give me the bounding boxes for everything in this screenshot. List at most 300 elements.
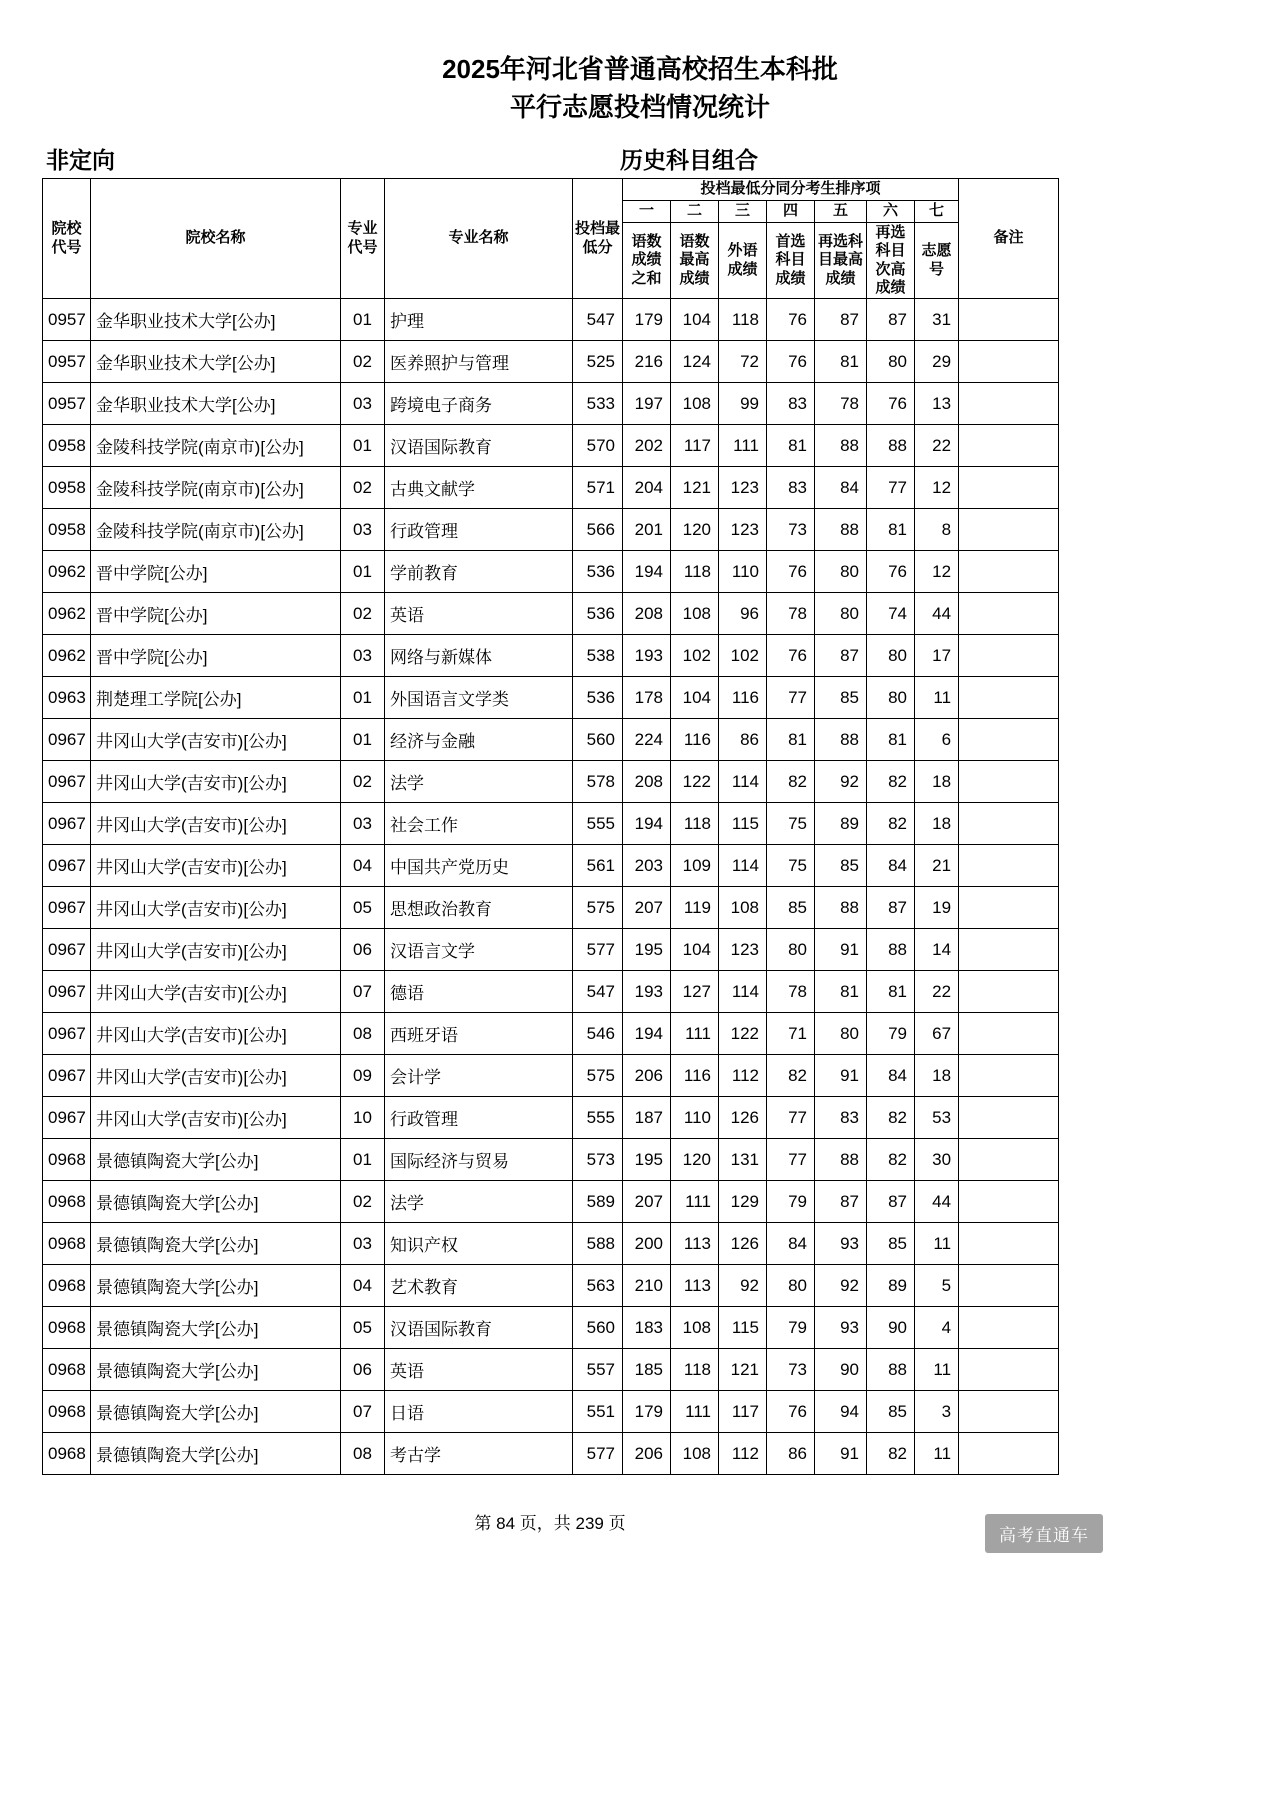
cell-remark [959,1265,1059,1307]
cell-remark [959,1433,1059,1475]
cell-remark [959,1055,1059,1097]
cell-rank-7: 44 [915,1181,959,1223]
header-rank-num-7: 七 [915,201,959,223]
cell-remark [959,929,1059,971]
table-row [43,1391,1059,1433]
cell-rank-4: 80 [767,1265,815,1307]
cell-college-name: 井冈山大学(吉安市)[公办] [91,929,341,971]
cell-rank-4: 83 [767,467,815,509]
cell-rank-6: 80 [867,635,915,677]
cell-remark [959,509,1059,551]
cell-min-score: 536 [573,677,623,719]
cell-college-name: 景德镇陶瓷大学[公办] [91,1391,341,1433]
cell-rank-1: 195 [623,1139,671,1181]
cell-college-code: 0968 [43,1307,91,1349]
cell-rank-6: 80 [867,677,915,719]
cell-college-code: 0967 [43,1097,91,1139]
cell-major-code: 02 [341,467,385,509]
cell-min-score: 555 [573,803,623,845]
cell-rank-1: 195 [623,929,671,971]
cell-rank-5: 88 [815,425,867,467]
cell-rank-3: 111 [719,425,767,467]
cell-major-code: 03 [341,509,385,551]
cell-rank-7: 3 [915,1391,959,1433]
cell-college-name: 井冈山大学(吉安市)[公办] [91,1013,341,1055]
cell-rank-3: 117 [719,1391,767,1433]
table-row [43,1349,1059,1391]
cell-college-code: 0968 [43,1349,91,1391]
cell-min-score: 557 [573,1349,623,1391]
cell-rank-2: 116 [671,1055,719,1097]
cell-college-code: 0967 [43,887,91,929]
page-number: 第 84 页，共 239 页 [474,1514,626,1534]
cell-min-score: 588 [573,1223,623,1265]
cell-major-code: 04 [341,1265,385,1307]
cell-remark [959,1139,1059,1181]
cell-rank-2: 104 [671,299,719,341]
header-rank-label-5: 再选科目最高成绩 [815,223,867,299]
cell-rank-7: 14 [915,929,959,971]
page-title-line1: 2025年河北省普通高校招生本科批 [442,54,838,84]
cell-rank-5: 91 [815,1433,867,1475]
cell-rank-5: 78 [815,383,867,425]
header-major-name: 专业名称 [385,179,573,299]
cell-rank-6: 74 [867,593,915,635]
cell-college-code: 0957 [43,383,91,425]
cell-rank-7: 29 [915,341,959,383]
cell-college-code: 0967 [43,929,91,971]
cell-rank-6: 88 [867,1349,915,1391]
cell-rank-6: 82 [867,1433,915,1475]
cell-rank-5: 88 [815,887,867,929]
cell-min-score: 571 [573,467,623,509]
cell-rank-6: 85 [867,1391,915,1433]
header-rank-label-7: 志愿号 [915,223,959,299]
cell-rank-1: 207 [623,887,671,929]
cell-rank-3: 118 [719,299,767,341]
cell-rank-3: 72 [719,341,767,383]
cell-rank-6: 85 [867,1223,915,1265]
cell-rank-3: 99 [719,383,767,425]
cell-major-name: 法学 [385,761,573,803]
cell-rank-3: 112 [719,1055,767,1097]
cell-min-score: 573 [573,1139,623,1181]
cell-rank-1: 179 [623,1391,671,1433]
cell-min-score: 577 [573,929,623,971]
cell-rank-4: 85 [767,887,815,929]
cell-rank-4: 75 [767,803,815,845]
cell-remark [959,635,1059,677]
cell-major-name: 考古学 [385,1433,573,1475]
cell-rank-2: 120 [671,1139,719,1181]
cell-remark [959,1097,1059,1139]
cell-rank-1: 210 [623,1265,671,1307]
cell-remark [959,341,1059,383]
cell-major-code: 02 [341,761,385,803]
cell-rank-1: 194 [623,803,671,845]
cell-min-score: 551 [573,1391,623,1433]
cell-rank-5: 87 [815,299,867,341]
cell-rank-7: 18 [915,1055,959,1097]
header-rank-label-3: 外语成绩 [719,223,767,299]
cell-major-name: 日语 [385,1391,573,1433]
cell-rank-6: 84 [867,1055,915,1097]
cell-college-code: 0968 [43,1223,91,1265]
cell-rank-6: 76 [867,551,915,593]
cell-rank-5: 89 [815,803,867,845]
header-college-code: 院校代号 [43,179,91,299]
cell-major-name: 行政管理 [385,1097,573,1139]
cell-rank-3: 123 [719,929,767,971]
cell-rank-7: 67 [915,1013,959,1055]
cell-rank-1: 200 [623,1223,671,1265]
table-row [43,845,1059,887]
cell-rank-3: 114 [719,971,767,1013]
cell-rank-6: 80 [867,341,915,383]
cell-rank-1: 193 [623,971,671,1013]
cell-rank-1: 208 [623,593,671,635]
cell-rank-5: 85 [815,845,867,887]
cell-rank-7: 18 [915,761,959,803]
cell-min-score: 533 [573,383,623,425]
cell-rank-4: 82 [767,1055,815,1097]
results-table [42,178,1059,1475]
cell-rank-6: 82 [867,761,915,803]
cell-remark [959,887,1059,929]
table-body [43,299,1059,1475]
cell-rank-2: 124 [671,341,719,383]
cell-remark [959,719,1059,761]
cell-college-name: 金华职业技术大学[公办] [91,383,341,425]
cell-rank-2: 109 [671,845,719,887]
cell-rank-2: 113 [671,1265,719,1307]
cell-rank-2: 108 [671,383,719,425]
cell-college-code: 0967 [43,971,91,1013]
cell-rank-5: 92 [815,1265,867,1307]
header-rank-label-4: 首选科目成绩 [767,223,815,299]
cell-min-score: 546 [573,1013,623,1055]
cell-rank-5: 88 [815,1139,867,1181]
table-row [43,383,1059,425]
cell-rank-6: 81 [867,971,915,1013]
cell-college-name: 晋中学院[公办] [91,635,341,677]
cell-major-code: 01 [341,677,385,719]
table-row [43,761,1059,803]
header-rank-num-1: 一 [623,201,671,223]
cell-rank-6: 76 [867,383,915,425]
cell-major-name: 跨境电子商务 [385,383,573,425]
header-rank-label-6: 再选科目次高成绩 [867,223,915,299]
cell-rank-5: 92 [815,761,867,803]
cell-remark [959,845,1059,887]
cell-min-score: 578 [573,761,623,803]
cell-remark [959,593,1059,635]
cell-rank-3: 110 [719,551,767,593]
cell-rank-2: 118 [671,551,719,593]
cell-rank-4: 75 [767,845,815,887]
cell-rank-1: 193 [623,635,671,677]
cell-rank-3: 115 [719,1307,767,1349]
cell-remark [959,425,1059,467]
cell-college-name: 井冈山大学(吉安市)[公办] [91,887,341,929]
cell-rank-6: 87 [867,887,915,929]
cell-major-name: 英语 [385,593,573,635]
cell-rank-7: 6 [915,719,959,761]
cell-rank-6: 87 [867,299,915,341]
cell-remark [959,1349,1059,1391]
cell-rank-7: 22 [915,971,959,1013]
cell-major-code: 08 [341,1013,385,1055]
cell-major-code: 03 [341,803,385,845]
header-rank-num-3: 三 [719,201,767,223]
cell-rank-6: 89 [867,1265,915,1307]
cell-major-code: 02 [341,1181,385,1223]
cell-major-name: 中国共产党历史 [385,845,573,887]
cell-major-code: 01 [341,719,385,761]
table-row [43,719,1059,761]
cell-rank-1: 204 [623,467,671,509]
cell-college-code: 0958 [43,467,91,509]
cell-remark [959,551,1059,593]
table-row [43,1265,1059,1307]
cell-rank-6: 79 [867,1013,915,1055]
table-row [43,803,1059,845]
cell-college-name: 金华职业技术大学[公办] [91,299,341,341]
cell-rank-5: 93 [815,1307,867,1349]
header-major-code: 专业代号 [341,179,385,299]
cell-rank-2: 127 [671,971,719,1013]
watermark-badge: 高考直通车 [985,1514,1103,1553]
cell-rank-7: 4 [915,1307,959,1349]
cell-remark [959,803,1059,845]
cell-college-name: 景德镇陶瓷大学[公办] [91,1349,341,1391]
cell-min-score: 570 [573,425,623,467]
cell-college-name: 景德镇陶瓷大学[公办] [91,1223,341,1265]
cell-major-name: 护理 [385,299,573,341]
cell-major-code: 09 [341,1055,385,1097]
cell-major-code: 06 [341,1349,385,1391]
cell-college-name: 晋中学院[公办] [91,593,341,635]
cell-college-name: 金陵科技学院(南京市)[公办] [91,509,341,551]
cell-min-score: 560 [573,719,623,761]
cell-major-name: 社会工作 [385,803,573,845]
cell-rank-4: 79 [767,1181,815,1223]
cell-major-name: 汉语国际教育 [385,1307,573,1349]
cell-college-code: 0967 [43,719,91,761]
cell-rank-7: 11 [915,1223,959,1265]
header-rank-num-2: 二 [671,201,719,223]
section-labels [46,140,1234,174]
cell-major-code: 02 [341,593,385,635]
cell-rank-4: 73 [767,509,815,551]
table-row [43,1013,1059,1055]
cell-rank-4: 76 [767,299,815,341]
header-rank-num-6: 六 [867,201,915,223]
table-row [43,929,1059,971]
cell-rank-3: 115 [719,803,767,845]
cell-rank-6: 82 [867,1139,915,1181]
cell-rank-1: 207 [623,1181,671,1223]
cell-rank-4: 83 [767,383,815,425]
cell-college-code: 0958 [43,509,91,551]
cell-major-name: 外国语言文学类 [385,677,573,719]
cell-major-code: 01 [341,299,385,341]
cell-major-code: 03 [341,635,385,677]
table-row [43,593,1059,635]
cell-college-code: 0968 [43,1181,91,1223]
cell-rank-4: 77 [767,1139,815,1181]
cell-remark [959,299,1059,341]
cell-rank-6: 88 [867,929,915,971]
cell-college-code: 0968 [43,1433,91,1475]
cell-rank-1: 208 [623,761,671,803]
cell-major-code: 01 [341,1139,385,1181]
cell-rank-4: 78 [767,593,815,635]
cell-rank-6: 82 [867,803,915,845]
header-rank-label-1: 语数成绩之和 [623,223,671,299]
cell-college-code: 0967 [43,761,91,803]
cell-rank-6: 90 [867,1307,915,1349]
cell-college-code: 0962 [43,635,91,677]
cell-remark [959,1307,1059,1349]
cell-rank-6: 81 [867,719,915,761]
cell-major-name: 行政管理 [385,509,573,551]
header-rank-label-2: 语数最高成绩 [671,223,719,299]
cell-rank-2: 121 [671,467,719,509]
cell-rank-4: 71 [767,1013,815,1055]
cell-min-score: 563 [573,1265,623,1307]
cell-rank-1: 178 [623,677,671,719]
cell-rank-3: 96 [719,593,767,635]
header-row-group [43,179,1059,201]
cell-rank-3: 114 [719,845,767,887]
cell-rank-4: 86 [767,1433,815,1475]
cell-college-name: 景德镇陶瓷大学[公办] [91,1181,341,1223]
cell-rank-4: 81 [767,425,815,467]
cell-rank-5: 80 [815,1013,867,1055]
cell-rank-3: 92 [719,1265,767,1307]
cell-rank-7: 21 [915,845,959,887]
cell-min-score: 525 [573,341,623,383]
cell-rank-6: 77 [867,467,915,509]
cell-college-name: 景德镇陶瓷大学[公办] [91,1139,341,1181]
table-row [43,635,1059,677]
cell-major-name: 古典文献学 [385,467,573,509]
cell-major-code: 05 [341,1307,385,1349]
cell-rank-4: 76 [767,1391,815,1433]
label-non-directional: 非定向 [46,147,115,173]
cell-college-code: 0968 [43,1265,91,1307]
cell-college-name: 井冈山大学(吉安市)[公办] [91,1055,341,1097]
page-title [0,0,1280,126]
cell-rank-4: 79 [767,1307,815,1349]
cell-college-name: 荆楚理工学院[公办] [91,677,341,719]
cell-college-code: 0967 [43,845,91,887]
cell-rank-1: 185 [623,1349,671,1391]
header-rank-group: 投档最低分同分考生排序项 [623,179,959,201]
cell-rank-5: 88 [815,509,867,551]
cell-min-score: 547 [573,299,623,341]
cell-rank-3: 114 [719,761,767,803]
cell-rank-1: 202 [623,425,671,467]
table-row [43,1055,1059,1097]
cell-rank-4: 76 [767,551,815,593]
cell-college-code: 0963 [43,677,91,719]
cell-major-name: 经济与金融 [385,719,573,761]
cell-rank-2: 120 [671,509,719,551]
cell-college-name: 井冈山大学(吉安市)[公办] [91,971,341,1013]
cell-rank-7: 53 [915,1097,959,1139]
cell-rank-5: 88 [815,719,867,761]
cell-rank-2: 104 [671,929,719,971]
cell-rank-1: 194 [623,1013,671,1055]
header-min-score: 投档最低分 [573,179,623,299]
cell-rank-4: 76 [767,635,815,677]
page-title-line2: 平行志愿投档情况统计 [509,92,770,122]
table-row [43,425,1059,467]
cell-rank-7: 44 [915,593,959,635]
cell-major-name: 会计学 [385,1055,573,1097]
cell-rank-1: 187 [623,1097,671,1139]
cell-rank-6: 81 [867,509,915,551]
cell-major-name: 知识产权 [385,1223,573,1265]
cell-major-code: 04 [341,845,385,887]
cell-major-code: 05 [341,887,385,929]
cell-min-score: 589 [573,1181,623,1223]
cell-rank-6: 88 [867,425,915,467]
cell-rank-2: 116 [671,719,719,761]
cell-rank-5: 87 [815,1181,867,1223]
table-row [43,1139,1059,1181]
cell-rank-7: 18 [915,803,959,845]
header-rank-num-4: 四 [767,201,815,223]
cell-rank-1: 203 [623,845,671,887]
cell-rank-2: 104 [671,677,719,719]
cell-rank-7: 30 [915,1139,959,1181]
cell-rank-3: 102 [719,635,767,677]
cell-rank-2: 122 [671,761,719,803]
cell-rank-5: 83 [815,1097,867,1139]
table-row [43,887,1059,929]
cell-college-code: 0962 [43,593,91,635]
cell-college-code: 0968 [43,1391,91,1433]
cell-major-code: 07 [341,1391,385,1433]
table-row [43,509,1059,551]
cell-rank-2: 111 [671,1013,719,1055]
cell-min-score: 575 [573,887,623,929]
cell-college-name: 井冈山大学(吉安市)[公办] [91,845,341,887]
cell-rank-4: 78 [767,971,815,1013]
cell-college-code: 0962 [43,551,91,593]
cell-rank-4: 77 [767,677,815,719]
cell-remark [959,971,1059,1013]
cell-rank-1: 197 [623,383,671,425]
cell-college-name: 晋中学院[公办] [91,551,341,593]
cell-rank-5: 85 [815,677,867,719]
cell-rank-2: 110 [671,1097,719,1139]
cell-college-name: 景德镇陶瓷大学[公办] [91,1265,341,1307]
header-remark: 备注 [959,179,1059,299]
cell-rank-3: 108 [719,887,767,929]
table-row [43,971,1059,1013]
cell-major-name: 网络与新媒体 [385,635,573,677]
cell-rank-3: 129 [719,1181,767,1223]
cell-rank-2: 102 [671,635,719,677]
cell-college-code: 0967 [43,803,91,845]
cell-rank-7: 12 [915,551,959,593]
cell-major-name: 英语 [385,1349,573,1391]
cell-college-code: 0967 [43,1013,91,1055]
